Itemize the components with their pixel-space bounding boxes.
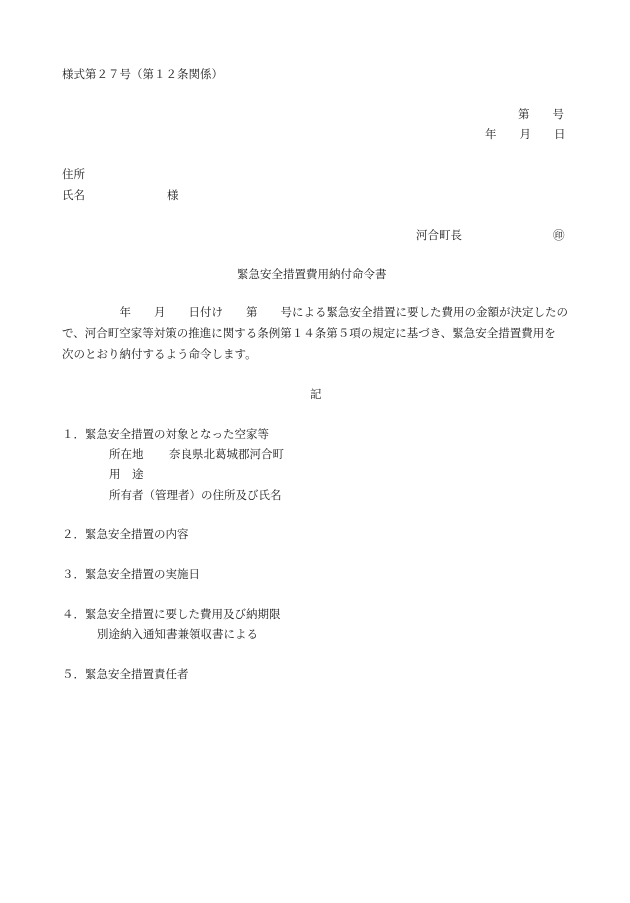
name-label: 氏名 — [62, 188, 85, 202]
ki-heading: 記 — [310, 387, 322, 401]
item-2-heading: ２．緊急安全措置の内容 — [62, 527, 189, 541]
body-line: 次のとおり納付するよう命令します。 — [62, 347, 257, 361]
item-1-location-label: 所在地 — [109, 447, 144, 461]
body-line: で、河合町空家等対策の推進に関する条例第１４条第５項の規定に基づき、緊急安全措置費用を — [62, 326, 556, 340]
item-4-heading: ４．緊急安全措置に要した費用及び納期限 — [62, 607, 281, 621]
item-4-note: 別途納入通知書兼領収書による — [97, 627, 258, 641]
document-number: 第 号 — [518, 107, 564, 121]
item-3-heading: ３．緊急安全措置の実施日 — [62, 567, 200, 581]
body-paragraph — [62, 302, 572, 365]
form-number: 様式第２７号（第１２条関係） — [62, 67, 223, 81]
document-title: 緊急安全措置費用納付命令書 — [237, 267, 387, 281]
item-1-heading: １．緊急安全措置の対象となった空家等 — [62, 427, 269, 441]
item-1-owner-label: 所有者（管理者）の住所及び氏名 — [109, 488, 282, 502]
item-5-heading: ５．緊急安全措置責任者 — [62, 667, 189, 681]
document-date: 年 月 日 — [485, 127, 566, 141]
issuer-title: 河合町長 — [416, 228, 462, 242]
body-line: 年 月 日付け 第 号による緊急安全措置に要した費用の金額が決定したの — [62, 305, 568, 319]
honorific-sama: 様 — [167, 188, 179, 202]
item-1-usage-label: 用 途 — [109, 467, 144, 481]
address-label: 住所 — [62, 167, 85, 181]
item-1-location-value: 奈良県北葛城郡河合町 — [169, 447, 284, 461]
seal-mark: ㊞ — [553, 228, 565, 242]
